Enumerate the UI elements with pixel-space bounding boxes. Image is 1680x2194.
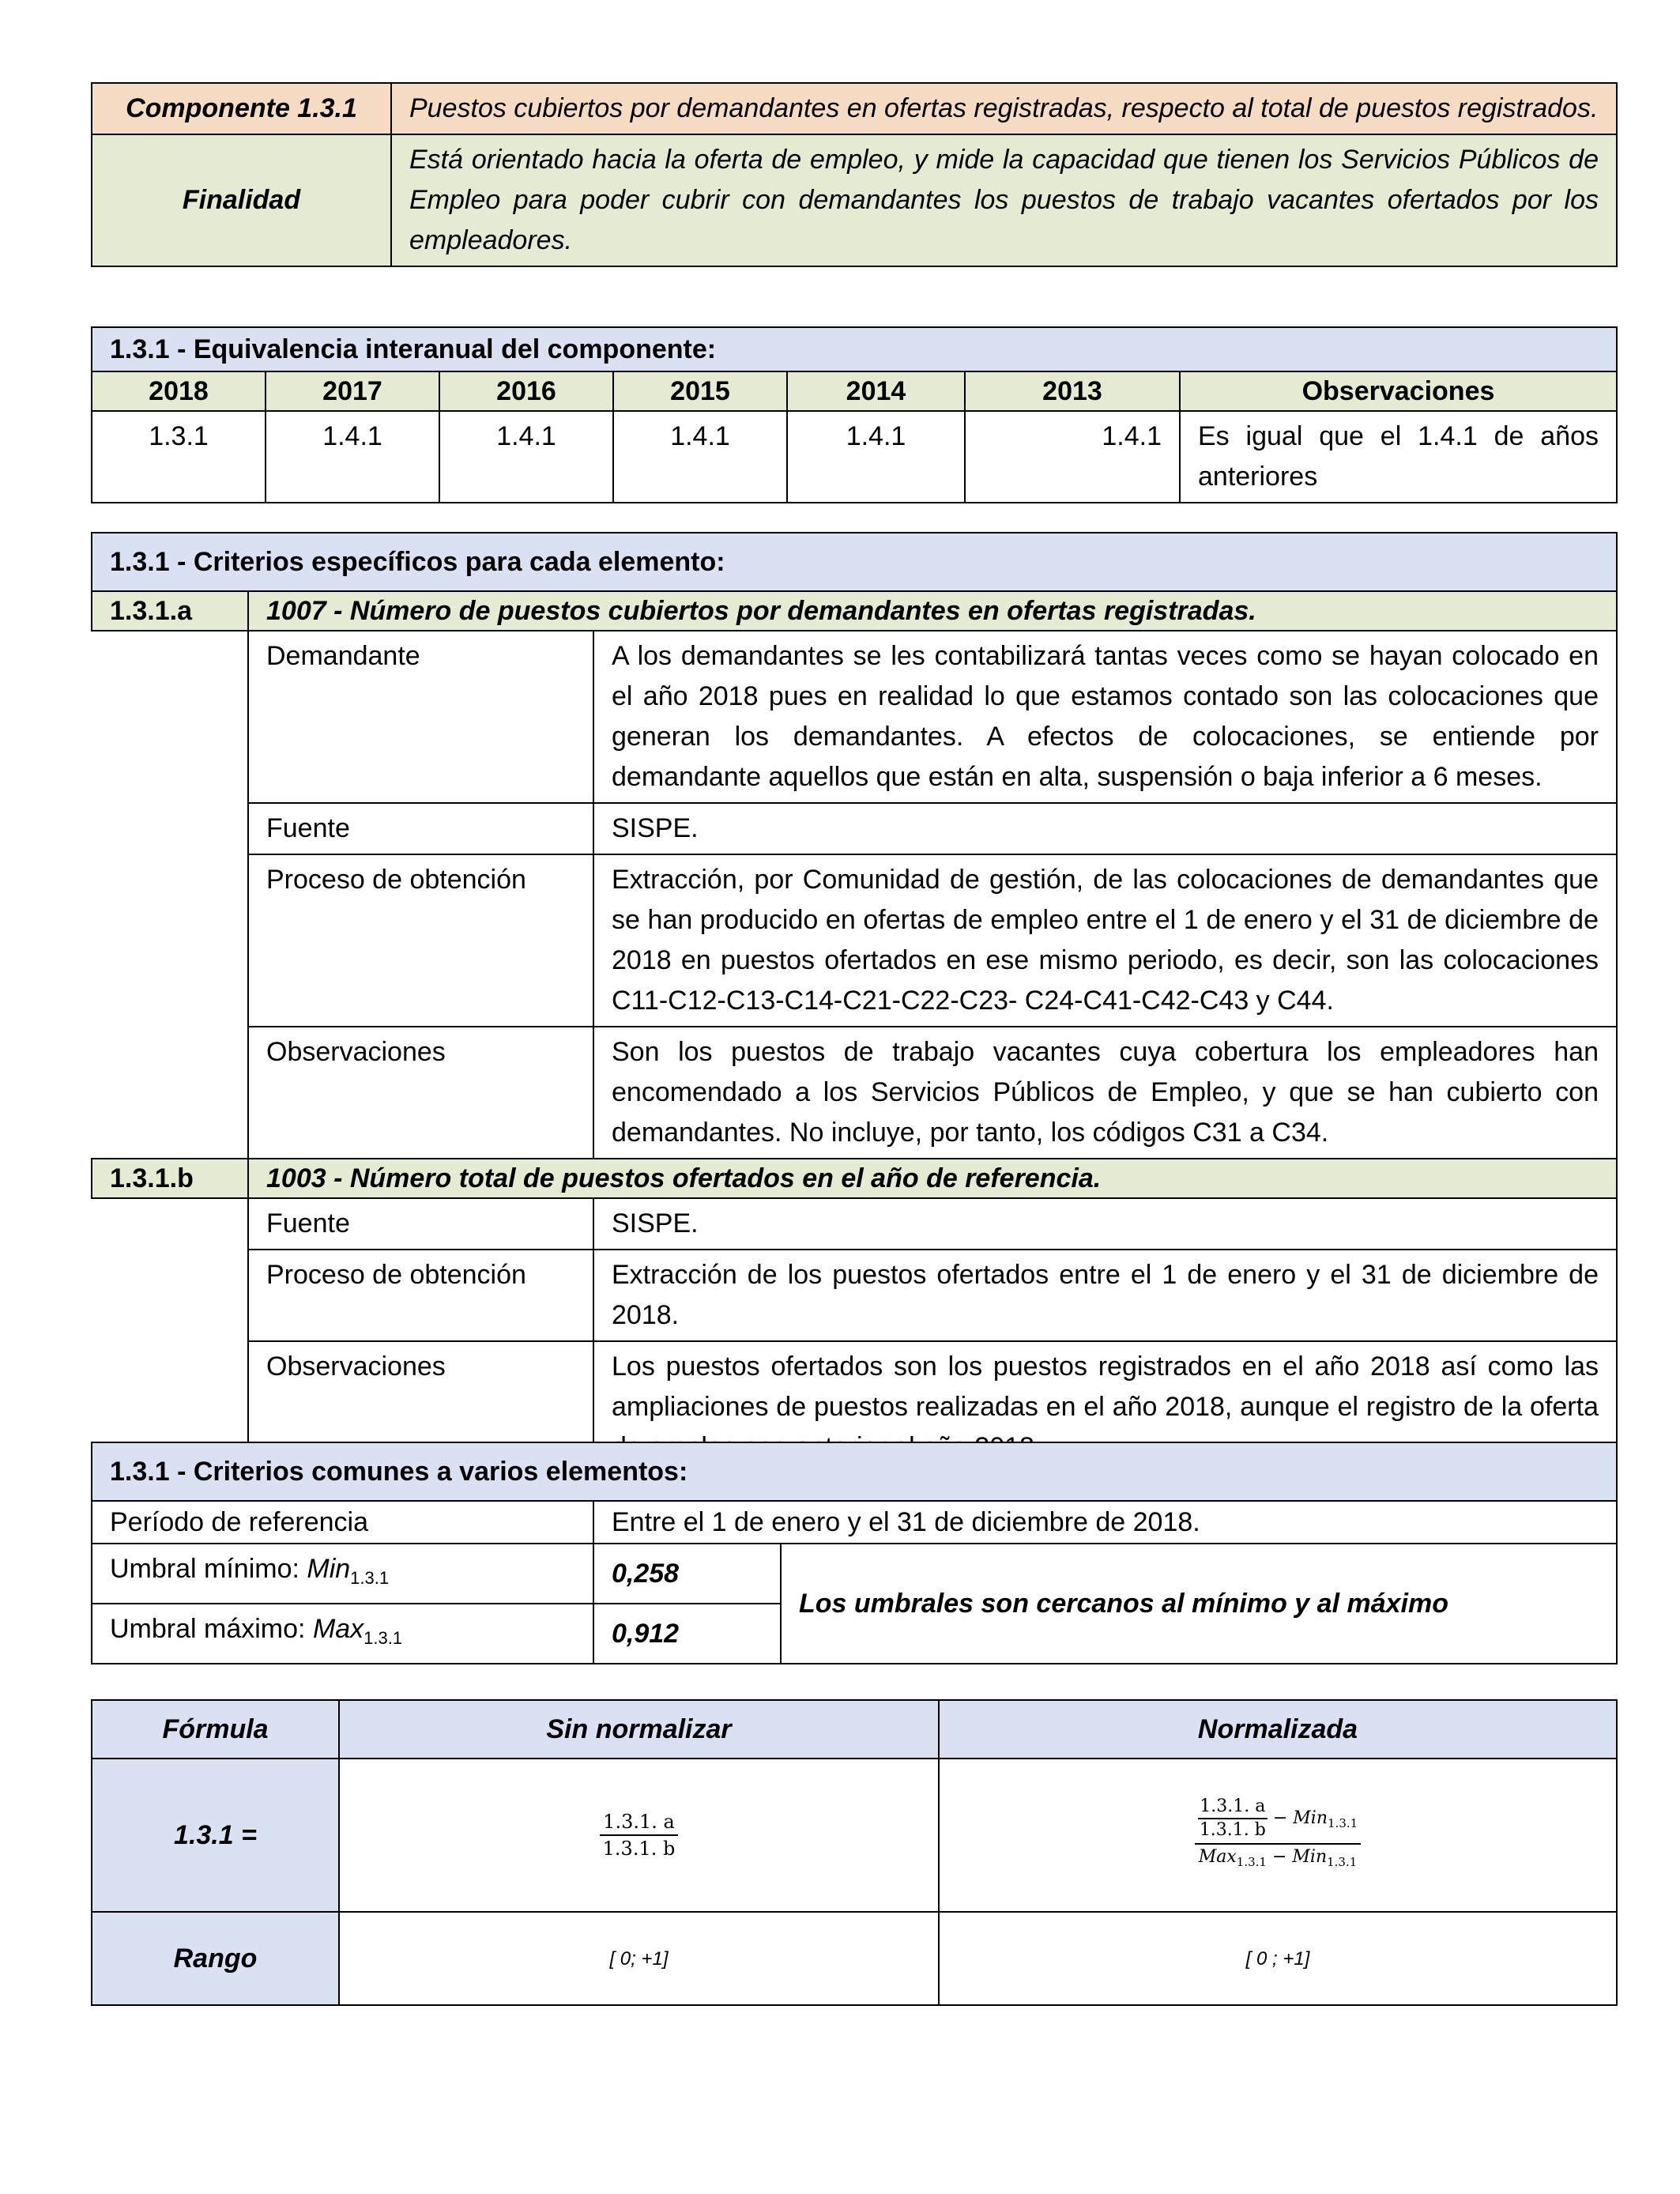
- sin-normalizar-header: Sin normalizar: [339, 1700, 939, 1759]
- umbral-min-value: 0,258: [593, 1544, 781, 1604]
- finalidad-label: Finalidad: [92, 134, 391, 266]
- row-text: SISPE.: [593, 1198, 1617, 1250]
- row-text: SISPE.: [593, 803, 1617, 854]
- formula-normalized: [939, 1759, 1617, 1912]
- umbral-max-value: 0,912: [593, 1604, 781, 1664]
- indent-spacer: [92, 1198, 248, 1473]
- min-sub: 1.3.1: [1328, 1816, 1358, 1830]
- year-header: 2015: [613, 371, 787, 411]
- observaciones-header: Observaciones: [1180, 371, 1617, 411]
- formula-raw: [339, 1759, 939, 1912]
- min-sub: 1.3.1: [1327, 1855, 1358, 1869]
- umbral-max-text: Umbral máximo:: [110, 1614, 313, 1644]
- row-text: Extracción de los puestos ofertados entre el 1 de enero y el 31 de diciembre de 2018.: [593, 1250, 1617, 1341]
- year-value: 1.4.1: [787, 411, 965, 503]
- row-text: Los puestos ofertados son los puestos registrados en el año 2018 así como las ampliaciones de puestos realizadas en el año 2018, aunque el registro de la oferta: [593, 1341, 1617, 1473]
- umbral-max-label: [92, 1604, 593, 1664]
- year-header: 2018: [92, 371, 266, 411]
- year-header: 2016: [439, 371, 613, 411]
- year-value: 1.4.1: [613, 411, 787, 503]
- inner-denominator: 1.3.1. b: [1199, 1820, 1266, 1840]
- comunes-title: 1.3.1 - Criterios comunes a varios elementos:: [92, 1442, 1617, 1501]
- normalizada-header: Normalizada: [939, 1700, 1617, 1759]
- comunes-table: [91, 1442, 1618, 1664]
- year-value: 1.4.1: [439, 411, 613, 503]
- min-var: Min: [1293, 1808, 1328, 1828]
- finalidad-text: Está orientado hacia la oferta de empleo, y mide la capacidad que tienen los Servicios Públicos de Empleo para poder cubrir con demandantes los puestos de trabajo vacantes ofertados por los empleadores.: [391, 134, 1617, 266]
- inner-fraction: [1198, 1796, 1268, 1842]
- raw-denominator: 1.3.1. b: [602, 1838, 676, 1860]
- componente-label: [92, 83, 391, 134]
- indent-spacer: [92, 631, 248, 1159]
- row-text: Extracción, por Comunidad de gestión, de las colocaciones de demandantes que se han producido en ofertas de empleo entre el 1 de enero y el 31 de diciembre de 2018 en puestos ofertados en ese mismo periodo, es decir, son las colocaciones C11-C12-C13-C14-C21-C22-C23- C24-C41-C42-C43 y C44.: [593, 854, 1617, 1027]
- umbral-min-var: Min: [307, 1554, 351, 1584]
- row-text: Son los puestos de trabajo vacantes cuya cobertura los empleadores han encomendado a los Servicios Públicos de Empleo, y que se han cubierto con demandantes. No incluye, por tanto, los códigos C31 a C34.: [593, 1027, 1617, 1159]
- equivalencia-table: [91, 326, 1618, 503]
- formula-header: Fórmula: [92, 1700, 339, 1759]
- minus-sign: −: [1266, 1847, 1293, 1867]
- formula-row-label: 1.3.1 =: [92, 1759, 339, 1912]
- rango-normalized: [ 0 ; +1]: [939, 1912, 1617, 2005]
- formula-table: [91, 1699, 1618, 2006]
- componente-table: [91, 82, 1618, 267]
- periodo-label: Período de referencia: [92, 1501, 593, 1544]
- year-value: 1.4.1: [965, 411, 1180, 503]
- minus-sign: −: [1267, 1808, 1294, 1828]
- umbral-min-sub: 1.3.1: [350, 1568, 390, 1588]
- inner-numerator: 1.3.1. a: [1198, 1796, 1268, 1819]
- element-title-a: 1007 - Número de puestos cubiertos por demandantes en ofertas registradas.: [248, 591, 1617, 631]
- normalized-denominator: [1195, 1845, 1361, 1875]
- umbral-max-var: Max: [312, 1614, 364, 1644]
- equivalencia-header-row: [92, 371, 1617, 411]
- year-header: 2014: [787, 371, 965, 411]
- element-code-a: 1.3.1.a: [92, 591, 248, 631]
- row-text: A los demandantes se les contabilizará tantas veces como se hayan colocado en el año 2018 pues en realidad lo que estamos contado son las colocaciones que generan los demandantes. A efectos de colocaciones, se entiende por demandante aquellos que están en alta, suspensión o baja inferior a 6 meses.: [593, 631, 1617, 803]
- umbral-note: Los umbrales son cercanos al mínimo y al máximo: [781, 1544, 1617, 1664]
- row-label: Observaciones: [248, 1341, 593, 1473]
- umbral-min-label: [92, 1544, 593, 1604]
- year-value: 1.4.1: [266, 411, 439, 503]
- raw-fraction: [600, 1809, 679, 1861]
- row-label: Observaciones: [248, 1027, 593, 1159]
- year-header: 2017: [266, 371, 439, 411]
- equivalencia-title: 1.3.1 - Equivalencia interanual del componente:: [92, 327, 1617, 371]
- row-label: Fuente: [248, 803, 593, 854]
- umbral-min-text: Umbral mínimo:: [110, 1554, 307, 1584]
- raw-numerator: 1.3.1. a: [600, 1809, 679, 1836]
- normalized-fraction: [1195, 1796, 1361, 1875]
- min-var: Min: [1292, 1847, 1328, 1867]
- row-label: Proceso de obtención: [248, 1250, 593, 1341]
- row-label: Demandante: [248, 631, 593, 803]
- periodo-value: Entre el 1 de enero y el 31 de diciembre de 2018.: [593, 1501, 1617, 1544]
- componente-description: Puestos cubiertos por demandantes en ofertas registradas, respecto al total de puestos registrados.: [391, 83, 1617, 134]
- element-title-b: 1003 - Número total de puestos ofertados en el año de referencia.: [248, 1159, 1617, 1198]
- criterios-title: 1.3.1 - Criterios específicos para cada elemento:: [92, 533, 1617, 591]
- rango-label: Rango: [92, 1912, 339, 2005]
- equivalencia-value-row: [92, 411, 1617, 503]
- year-value: 1.3.1: [92, 411, 266, 503]
- umbral-max-sub: 1.3.1: [363, 1628, 403, 1648]
- observaciones-value: Es igual que el 1.4.1 de años anteriores: [1180, 411, 1617, 503]
- rango-raw: [ 0; +1]: [339, 1912, 939, 2005]
- componente-label-text: Componente 1.3.1: [126, 93, 357, 123]
- element-code-b: 1.3.1.b: [92, 1159, 248, 1198]
- row-label: Fuente: [248, 1198, 593, 1250]
- max-var: Max: [1198, 1847, 1237, 1867]
- row-label: Proceso de obtención: [248, 854, 593, 1027]
- max-sub: 1.3.1: [1236, 1855, 1267, 1869]
- normalized-numerator: [1195, 1796, 1361, 1845]
- year-header: 2013: [965, 371, 1180, 411]
- criterios-table: [91, 532, 1618, 1474]
